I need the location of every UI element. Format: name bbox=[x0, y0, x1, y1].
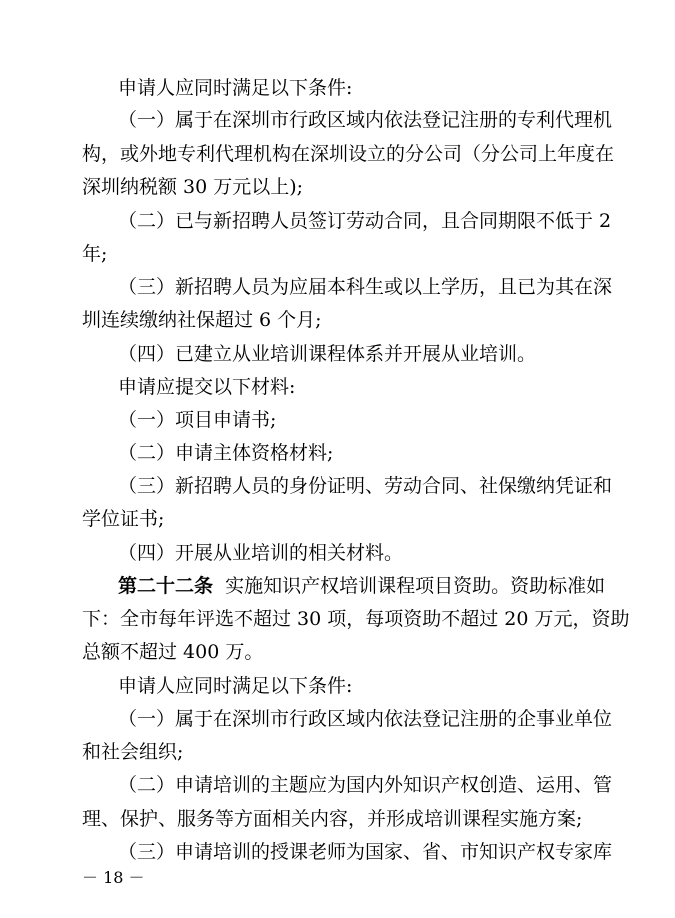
text-line bbox=[0, 670, 675, 702]
line-text: （四）开展从业培训的相关材料。 bbox=[118, 542, 404, 564]
line-text: （二）申请培训的主题应为国内外知识产权创造、运用、管 bbox=[118, 774, 613, 796]
line-text: 申请人应同时满足以下条件: bbox=[118, 675, 353, 697]
line-text: 下：全市每年评选不超过 30 项，每项资助不超过 20 万元，资助 bbox=[82, 608, 630, 630]
line-text: 申请应提交以下材料: bbox=[118, 376, 296, 398]
line-text: （二）已与新招聘人员签订劳动合同，且合同期限不低于 2 bbox=[118, 210, 612, 232]
text-line bbox=[0, 205, 675, 237]
line-text: （三）新招聘人员的身份证明、劳动合同、社保缴纳凭证和 bbox=[118, 475, 613, 497]
text-line bbox=[0, 636, 675, 668]
line-text: 深圳纳税额 30 万元以上); bbox=[82, 176, 304, 198]
line-text: 构，或外地专利代理机构在深圳设立的分公司（分公司上年度在 bbox=[82, 143, 615, 165]
line-text: （一）属于在深圳市行政区域内依法登记注册的专利代理机 bbox=[118, 109, 613, 131]
text-line bbox=[0, 338, 675, 370]
text-line bbox=[0, 437, 675, 469]
line-text: 申请人应同时满足以下条件: bbox=[118, 77, 353, 99]
line-text: （四）已建立从业培训课程体系并开展从业培训。 bbox=[118, 343, 537, 365]
article-heading: 第二十二条 bbox=[118, 575, 214, 597]
text-line bbox=[0, 271, 675, 303]
text-line bbox=[0, 104, 675, 136]
text-line bbox=[0, 803, 675, 835]
text-line bbox=[0, 603, 675, 635]
line-text: （一）项目申请书; bbox=[118, 409, 277, 431]
text-line bbox=[0, 470, 675, 502]
text-line bbox=[0, 171, 675, 203]
line-text: 年; bbox=[82, 243, 108, 265]
line-text: （二）申请主体资格材料; bbox=[118, 442, 334, 464]
text-line bbox=[0, 72, 675, 104]
line-text: 圳连续缴纳社保超过 6 个月; bbox=[82, 309, 322, 331]
line-text: （三）新招聘人员为应届本科生或以上学历，且已为其在深 bbox=[118, 276, 613, 298]
text-line bbox=[0, 371, 675, 403]
line-text: （一）属于在深圳市行政区域内依法登记注册的企事业单位 bbox=[118, 708, 613, 730]
text-line bbox=[0, 404, 675, 436]
text-line bbox=[0, 769, 675, 801]
line-text: （三）申请培训的授课老师为国家、省、市知识产权专家库 bbox=[118, 841, 613, 863]
line-text: 实施知识产权培训课程项目资助。资助标准如 bbox=[213, 575, 606, 597]
text-line bbox=[0, 736, 675, 768]
text-line bbox=[0, 836, 675, 868]
line-text: 和社会组织; bbox=[82, 741, 184, 763]
text-line bbox=[0, 238, 675, 270]
article-22-line bbox=[0, 570, 675, 602]
text-line bbox=[0, 537, 675, 569]
line-text: 理、保护、服务等方面相关内容，并形成培训课程实施方案; bbox=[82, 808, 583, 830]
text-line bbox=[0, 138, 675, 170]
text-line bbox=[0, 304, 675, 336]
text-line bbox=[0, 703, 675, 735]
text-line bbox=[0, 503, 675, 535]
page-number: － 18 － bbox=[82, 868, 145, 887]
line-text: 总额不超过 400 万。 bbox=[82, 641, 264, 663]
line-text: 学位证书; bbox=[82, 508, 165, 530]
